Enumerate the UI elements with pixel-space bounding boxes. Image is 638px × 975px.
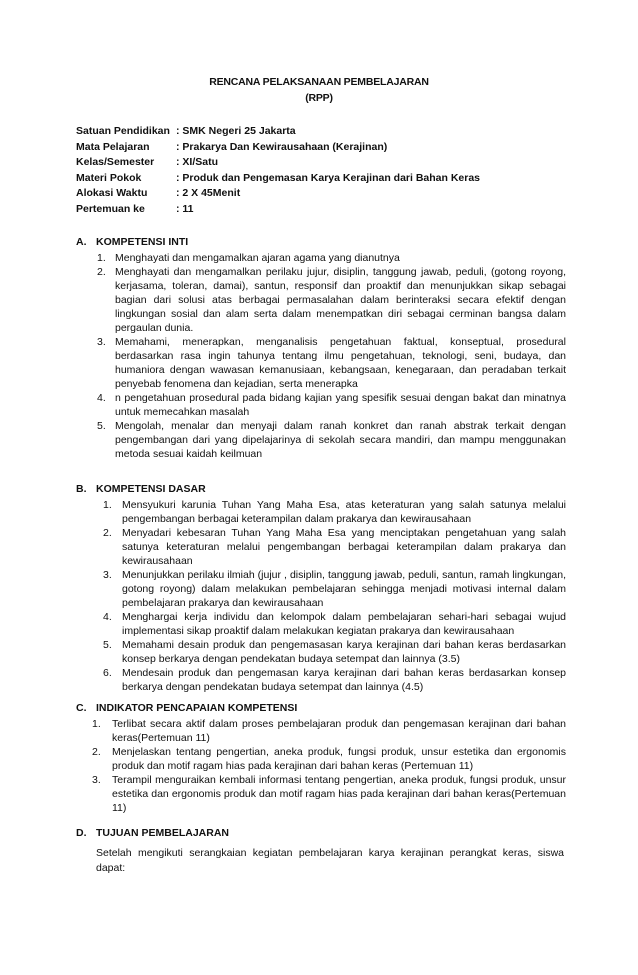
section-indikator xyxy=(76,700,566,815)
item-number: 2. xyxy=(92,746,101,758)
item-number: 4. xyxy=(97,392,106,404)
item-text: Menyadari kebesaran Tuhan Yang Maha Esa yang menciptakan pengetahuan yang salah satunya keteraturan melalui pengembangan berbagai keterampilan dalam prakarya dan kewirausahaan xyxy=(122,527,566,567)
item-number: 4. xyxy=(103,611,112,623)
info-label: Pertemuan ke xyxy=(76,202,145,215)
numbered-list xyxy=(92,717,566,815)
list-item xyxy=(103,610,566,638)
info-row xyxy=(76,124,576,140)
list-item xyxy=(103,666,566,694)
info-value: : Produk dan Pengemasan Karya Kerajinan dari Bahan Keras xyxy=(176,171,481,184)
list-item xyxy=(103,568,566,610)
section-title: TUJUAN PEMBELAJARAN xyxy=(96,827,230,839)
item-text: Mengolah, menalar dan menyaji dalam ranah konkret dan ranah abstrak terkait dengan pengembangan dari yang dipelajarinya di sekolah secara mandiri, dan mampu menggunakan metoda sesuai kaidah keilmuan xyxy=(115,420,566,460)
item-text: Menghargai kerja individu dan kelompok dalam pembelajaran sehari-hari sebagai wujud implementasi sikap proaktif dalam melakukan kegiatan prakarya dan kewirausahaan xyxy=(122,611,566,637)
info-label: Materi Pokok xyxy=(76,171,142,184)
info-label: Kelas/Semester xyxy=(76,156,155,168)
list-item xyxy=(97,265,566,335)
item-number: 6. xyxy=(103,667,112,679)
section-letter: C. xyxy=(76,702,87,714)
section-title: KOMPETENSI INTI xyxy=(96,236,189,248)
list-item xyxy=(97,251,566,265)
section-tujuan xyxy=(76,825,566,876)
section-letter: D. xyxy=(76,827,87,839)
info-value: : SMK Negeri 25 Jakarta xyxy=(176,125,296,137)
item-number: 2. xyxy=(97,266,106,278)
section-heading xyxy=(76,234,566,250)
item-number: 1. xyxy=(92,718,101,730)
item-text: Memahami, menerapkan, menganalisis pengetahuan faktual, konseptual, prosedural berdasarkan rasa ingin tahunya tentang ilmu pengetahuan, teknologi, seni, budaya, dan humaniora dengan wawasan kemanusiaan, kebangsaan, kenegaraan, dan peradaban terkait penyebab fenomena dan kejadian, serta menerapka xyxy=(115,336,566,390)
info-table xyxy=(76,124,576,217)
list-item xyxy=(103,638,566,666)
section-paragraph: Setelah mengikuti serangkaian kegiatan pembelajaran karya kerajinan perangkat keras, siswa dapat: xyxy=(96,847,564,874)
item-text: Menghayati dan mengamalkan ajaran agama yang dianutnya xyxy=(115,252,400,264)
section-title: INDIKATOR PENCAPAIAN KOMPETENSI xyxy=(96,702,298,714)
item-number: 3. xyxy=(103,569,112,581)
item-text: n pengetahuan prosedural pada bidang kajian yang spesifik sesuai dengan bakat dan minatnya untuk memecahkan masalah xyxy=(115,392,566,418)
list-item xyxy=(97,391,566,419)
info-row xyxy=(76,171,576,187)
section-kompetensi-inti xyxy=(76,234,566,461)
section-letter: B. xyxy=(76,483,87,495)
list-item xyxy=(97,335,566,391)
section-kompetensi-dasar xyxy=(76,481,566,694)
info-row xyxy=(76,202,576,218)
document-title: RENCANA PELAKSANAAN PEMBELAJARAN xyxy=(209,76,429,88)
list-item xyxy=(103,526,566,568)
item-number: 5. xyxy=(97,420,106,432)
item-text: Menghayati dan mengamalkan perilaku jujur, disiplin, tanggung jawab, peduli, (gotong royong, kerjasama, toleran, damai), santun, responsif dan proaktif dan menunjukkan sikap sebagai bagian dari solusi atas berbagai permasalahan dalam berinteraksi secara efektif dengan lingkungan sosial dan alam serta dalam menempatkan diri sebagai cerminan bangsa dalam pergaulan dunia. xyxy=(115,266,566,334)
item-number: 5. xyxy=(103,639,112,651)
info-label: Alokasi Waktu xyxy=(76,187,148,199)
section-heading xyxy=(76,481,566,497)
info-label: Mata Pelajaran xyxy=(76,140,150,153)
list-item xyxy=(92,717,566,745)
item-number: 2. xyxy=(103,527,112,539)
item-text: Mensyukuri karunia Tuhan Yang Maha Esa, atas keteraturan yang salah satunya melalui pengembangan berbagai keterampilan dalam prakarya dan kewirausahaan xyxy=(122,499,566,525)
list-item xyxy=(97,419,566,461)
item-text: Menunjukkan perilaku ilmiah (jujur , disiplin, tanggung jawab, peduli, santun, ramah lingkungan, gotong royong) dalam melakukan pembelajaran sehingga menjadi motivasi internal dalam pembelajaran prakarya dan kewirausahaan xyxy=(122,569,566,609)
info-row xyxy=(76,186,576,202)
info-value: : XI/Satu xyxy=(176,156,219,168)
info-row xyxy=(76,155,576,171)
section-letter: A. xyxy=(76,236,87,248)
item-text: Mendesain produk dan pengemasan karya kerajinan dari bahan keras berdasarkan konsep berkarya dengan pendekatan budaya setempat dan lainnya (4.5) xyxy=(122,667,566,693)
item-text: Terlibat secara aktif dalam proses pembelajaran produk dan pengemasan kerajinan dari bahan keras(Pertemuan 11) xyxy=(112,718,566,744)
info-value: : Prakarya Dan Kewirausahaan (Kerajinan) xyxy=(176,140,388,153)
item-text: Terampil menguraikan kembali informasi tentang pengertian, aneka produk, fungsi produk, unsur estetika dan ergonomis produk dan motif ragam hias pada kerajinan dari bahan keras(Pertemuan 11) xyxy=(112,774,566,814)
item-number: 1. xyxy=(103,499,112,511)
section-title: KOMPETENSI DASAR xyxy=(96,483,206,495)
info-label: Satuan Pendidikan xyxy=(76,125,170,137)
info-value: : 2 X 45Menit xyxy=(176,187,241,199)
numbered-list xyxy=(103,498,566,694)
section-heading xyxy=(76,825,566,841)
item-text: Menjelaskan tentang pengertian, aneka produk, fungsi produk, unsur estetika dan ergonomis produk dan motif ragam hias pada kerajinan dari bahan keras (Pertemuan 11) xyxy=(112,746,566,772)
list-item xyxy=(92,745,566,773)
item-number: 3. xyxy=(97,336,106,348)
item-number: 3. xyxy=(92,774,101,786)
info-value: : 11 xyxy=(176,202,194,215)
section-heading xyxy=(76,700,566,716)
list-item xyxy=(103,498,566,526)
item-text: Memahami desain produk dan pengemasasan karya kerajinan dari bahan keras berdasarkan konsep berkarya dengan pendekatan budaya setempat dan lainnya (3.5) xyxy=(122,639,566,665)
item-number: 1. xyxy=(97,252,106,264)
numbered-list xyxy=(97,251,566,461)
info-row xyxy=(76,140,576,156)
list-item xyxy=(92,773,566,815)
document-subtitle: (RPP) xyxy=(305,92,333,104)
